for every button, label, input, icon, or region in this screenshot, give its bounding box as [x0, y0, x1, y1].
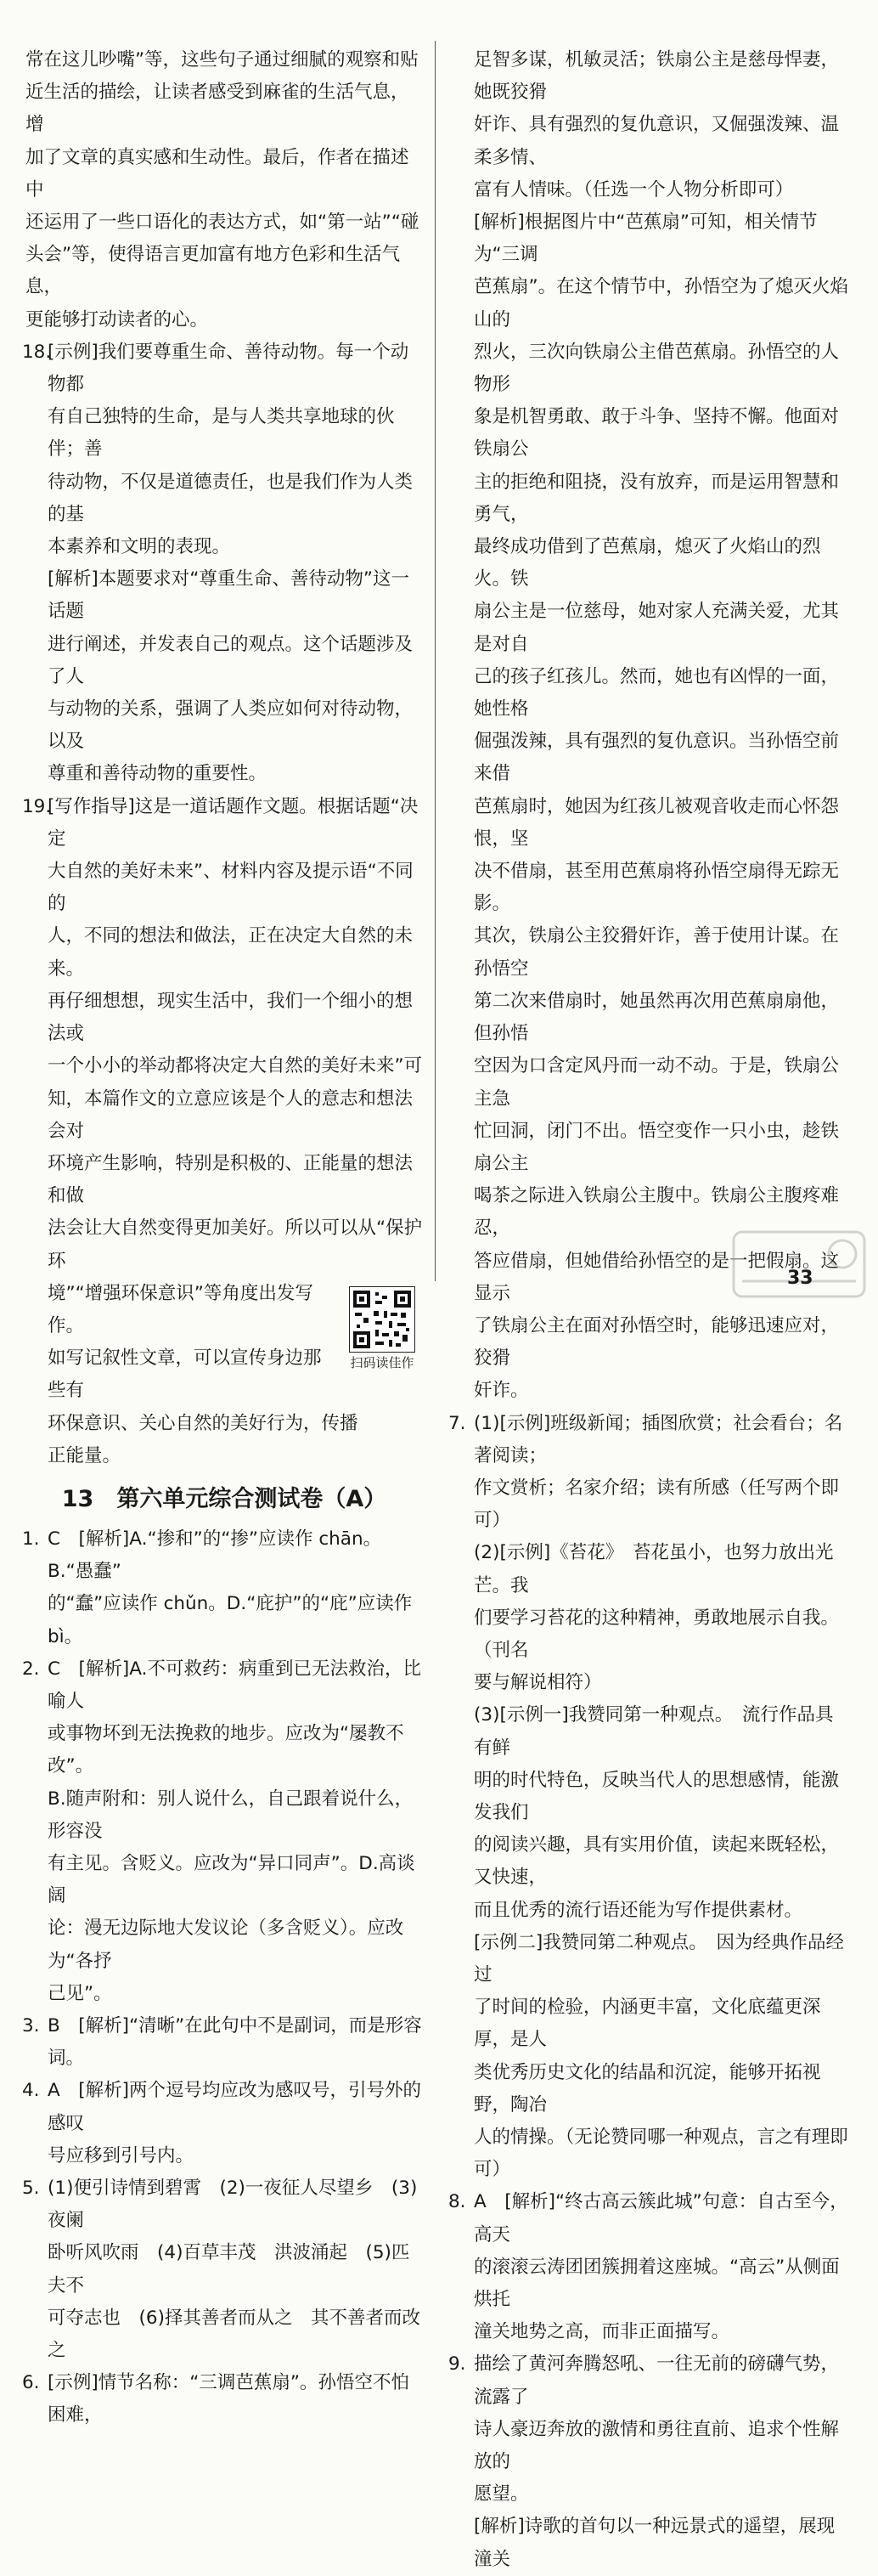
- text-line: 的阅读兴趣，具有实用价值，读起来既轻松，又快速，: [474, 1834, 840, 1889]
- text-line: 人，不同的想法和做法，正在决定大自然的未来。: [48, 925, 414, 980]
- text-line: 了铁扇公主在面对孙悟空时，能够迅速应对，狡猾: [474, 1314, 840, 1370]
- text-line: 的“蠢”应读作 chǔn。D.“庇护”的“庇”应读作 bì。: [48, 1593, 413, 1647]
- text-line: 喝茶之际进入铁扇公主腹中。铁扇公主腹疼难忍，: [474, 1185, 840, 1240]
- text-line: 类优秀历史文化的结晶和沉淀，能够开拓视野，陶冶: [474, 2061, 821, 2116]
- answer-9: [448, 2348, 851, 2575]
- text-line: 或事物坏到无法挽救的地步。应改为“屡教不改”。: [48, 1723, 404, 1777]
- text-line: 诗人豪迈奔放的激情和勇往直前、追求个性解放的: [474, 2418, 840, 2473]
- text-line: 其次，铁扇公主狡猾奸诈，善于使用计谋。在孙悟空: [474, 925, 840, 980]
- text-line: 空因为口含定风丹而一动不动。于是，铁扇公主急: [474, 1055, 840, 1110]
- right-column: [448, 44, 851, 2576]
- text-line: (1)便引诗情到碧霄 (2)一夜征人尽望乡 (3)夜阑: [48, 2178, 418, 2232]
- question-number: 8.: [448, 2191, 466, 2213]
- text-line: 象是机智勇敢、敢于斗争、坚持不懈。他面对铁扇公: [474, 406, 840, 460]
- text-line: 常在这儿吵嘴”等，这些句子通过细腻的观察和贴: [25, 49, 419, 71]
- text-line: 明的时代特色，反映当代人的思想感情，能激发我们: [474, 1769, 840, 1823]
- answer-6-continuation: [452, 44, 851, 1408]
- text-line: 尊重和善待动物的重要性。: [48, 763, 267, 785]
- text-line: B [解析]“清晰”在此句中不是副词，而是形容词。: [48, 2014, 422, 2070]
- text-line: 芭蕉扇时，她因为红孩儿被观音收走而心怀怨恨，坚: [474, 795, 840, 850]
- text-line: 的滚滚云涛团团簇拥着这座城。“高云”从侧面烘托: [474, 2256, 840, 2311]
- text-line: 人的情操。（无论赞同哪一种观点，言之有理即可）: [474, 2127, 848, 2181]
- text-line: 奸诈、具有强烈的复仇意识，又倔强泼辣、温柔多情、: [474, 114, 840, 168]
- text-line: 环境产生影响，特别是积极的、正能量的想法和做: [48, 1152, 414, 1207]
- question-number: 4.: [22, 2080, 40, 2102]
- text-line: 更能够打动读者的心。: [25, 308, 209, 330]
- text-line: 愿望。: [474, 2483, 529, 2505]
- text-line: 答应借扇，但她借给孙悟空的是一把假扇。这显示: [474, 1250, 840, 1304]
- text-line: (1)[示例]班级新闻；插图欣赏；社会看台；名著阅读；: [474, 1412, 843, 1466]
- question-number: 9.: [448, 2353, 466, 2375]
- text-line: 正能量。: [48, 1444, 121, 1466]
- text-line: A [解析]两个逗号均应改为感叹号，引号外的感叹: [48, 2080, 421, 2134]
- q17-continuation: [25, 44, 423, 336]
- question-number: 1.: [22, 1528, 40, 1550]
- text-line: [示例]我们要尊重生命、善待动物。每一个动物都: [48, 341, 409, 396]
- text-line: 如写记叙性文章，可以宣传身边那些有: [48, 1347, 322, 1402]
- text-line: 足智多谋，机敏灵活；铁扇公主是慈母悍妻，她既狡猾: [474, 49, 840, 104]
- text-line: 决不借扇，甚至用芭蕉扇将孙悟空扇得无踪无影。: [474, 861, 840, 915]
- text-line: 论：漫无边际地大发议论（多含贬义）。应改为“各抒: [48, 1918, 404, 1972]
- text-line: C [解析]A.“掺和”的“掺”应读作 chān。B.“愚蠢”: [48, 1528, 382, 1583]
- text-line: 还运用了一些口语化的表达方式，如“第一站”“碰: [25, 212, 419, 234]
- question-number: 2.: [22, 1658, 40, 1680]
- answer-8: [448, 2186, 851, 2348]
- text-line: 卧听风吹雨 (4)百草丰茂 洪波涌起 (5)匹夫不: [48, 2242, 410, 2296]
- qr-code-icon[interactable]: [349, 1286, 415, 1353]
- answer-7: [448, 1408, 851, 2187]
- text-line: 己见”。: [48, 1982, 112, 2004]
- section-title: 13 第六单元综合测试卷（A）: [61, 1485, 387, 1512]
- question-number: 7.: [448, 1412, 466, 1434]
- text-line: [解析]根据图片中“芭蕉扇”可知，相关情节为“三调: [474, 212, 818, 266]
- answer-3: [22, 2010, 423, 2075]
- answer-6: [22, 2367, 423, 2432]
- text-line: 扇公主是一位慈母，她对家人充满关爱，尤其是对自: [474, 601, 840, 655]
- text-line: 环保意识、关心自然的美好行为，传播: [48, 1412, 358, 1434]
- text-line: 可夺志也 (6)择其善者而从之 其不善者而改之: [48, 2307, 420, 2362]
- question-number: 6.: [22, 2372, 40, 2394]
- text-line: 忙回洞，闭门不出。悟空变作一只小虫，趁铁扇公主: [474, 1120, 840, 1174]
- question-number: 18.: [22, 341, 52, 363]
- text-line: 倔强泼辣，具有强烈的复仇意识。当孙悟空前来借: [474, 731, 840, 785]
- text-line: 法会让大自然变得更加美好。所以可以从“保护环: [48, 1217, 423, 1272]
- text-line: C [解析]A.不可救药：病重到已无法救治，比喻人: [48, 1658, 421, 1712]
- text-line: 境”“增强环保意识”等角度出发写作。: [48, 1282, 313, 1336]
- text-line: [写作指导]这是一道话题作文题。根据话题“决定: [48, 795, 419, 850]
- text-line: (2)[示例]《苔花》 苔花虽小，也努力放出光芒。我: [474, 1542, 834, 1596]
- text-line: 第二次来借扇时，她虽然再次用芭蕉扇扇他，但孙悟: [474, 990, 840, 1045]
- text-line: [解析]本题要求对“尊重生命、善待动物”这一话题: [48, 568, 410, 623]
- text-line: B.随声附和：别人说什么，自己跟着说什么，形容没: [48, 1788, 414, 1842]
- text-line: 而且优秀的流行语还能为写作提供素材。: [474, 1899, 803, 1921]
- text-line: 加了文章的真实感和生动性。最后，作者在描述中: [25, 146, 409, 201]
- question-number: 19.: [22, 795, 52, 817]
- question-number: 3.: [22, 2014, 40, 2037]
- text-line: 与动物的关系，强调了人类应如何对待动物，以及: [48, 698, 414, 753]
- question-19: [22, 791, 423, 1472]
- text-line: [示例]情节名称：“三调芭蕉扇”。孙悟空不怕困难，: [48, 2372, 410, 2426]
- text-line: 再仔细想想，现实生活中，我们一个细小的想法或: [48, 990, 414, 1045]
- text-line: [示例二]我赞同第二种观点。 因为经典作品经过: [474, 1931, 845, 1986]
- text-line: 一个小小的举动都将决定大自然的美好未来”可: [48, 1055, 423, 1077]
- text-line: 要与解说相符）: [474, 1672, 602, 1694]
- text-line: 主的拒绝和阻挠，没有放弃，而是运用智慧和勇气，: [474, 471, 840, 525]
- question-18: [22, 336, 423, 791]
- answer-5: [22, 2172, 423, 2367]
- text-line: [解析]诗歌的首句以一种远景式的遥望，展现潼关: [474, 2516, 836, 2570]
- text-line: 大自然的美好未来”、材料内容及提示语“不同的: [48, 861, 414, 915]
- text-line: 知，本篇作文的立意应该是个人的意志和想法会对: [48, 1087, 414, 1142]
- text-line: 富有人情味。（任选一个人物分析即可）: [474, 178, 794, 201]
- text-line: 待动物，不仅是道德责任，也是我们作为人类的基: [48, 471, 414, 525]
- text-line: 描绘了黄河奔腾怒吼、一往无前的磅礴气势，流露了: [474, 2353, 840, 2408]
- text-line: 有自己独特的生命，是与人类共享地球的伙伴；善: [48, 406, 395, 460]
- text-line: 芭蕉扇”。在这个情节中，孙悟空为了熄灭火焰山的: [474, 276, 849, 330]
- text-line: 有主见。含贬义。应改为“异口同声”。D.高谈阔: [48, 1852, 415, 1907]
- text-line: 潼关地势之高，而非正面描写。: [474, 2321, 730, 2343]
- text-line: 本素养和文明的表现。: [48, 536, 231, 558]
- text-line: 了时间的检验，内涵更丰富，文化底蕴更深厚，是人: [474, 1997, 821, 2051]
- text-line: 烈火，三次向铁扇公主借芭蕉扇。孙悟空的人物形: [474, 341, 840, 396]
- question-number: 5.: [22, 2178, 40, 2199]
- text-line: 近生活的描绘，让读者感受到麻雀的生活气息，增: [25, 82, 409, 136]
- answer-2: [22, 1653, 423, 2010]
- text-line: 进行阐述，并发表自己的观点。这个话题涉及了人: [48, 633, 414, 687]
- text-line: 最终成功借到了芭蕉扇，熄灭了火焰山的烈火。铁: [474, 536, 821, 590]
- page-number: 33: [787, 1268, 813, 1289]
- text-line: 奸诈。: [474, 1380, 529, 1402]
- answer-1: [22, 1523, 423, 1653]
- qr-caption: 扫码读佳作: [350, 1354, 414, 1370]
- text-line: 号应移到引号内。: [48, 2144, 194, 2166]
- qr-code-block[interactable]: [341, 1286, 423, 1371]
- text-line: 头会”等，使得语言更加富有地方色彩和生活气息，: [25, 244, 401, 298]
- text-line: 们要学习苔花的这种精神，勇敢地展示自我。（刊名: [474, 1607, 840, 1661]
- answer-4: [22, 2075, 423, 2172]
- left-column: [22, 44, 423, 2432]
- text-line: 作文赏析；名家介绍；读有所感（任写两个即可）: [474, 1477, 840, 1532]
- column-divider: [435, 41, 436, 1281]
- text-line: 己的孩子红孩儿。然而，她也有凶悍的一面，她性格: [474, 665, 840, 720]
- text-line: (3)[示例一]我赞同第一种观点。 流行作品具有鲜: [474, 1704, 834, 1759]
- text-line: A [解析]“终古高云簇此城”句意：自古至今，高天: [474, 2191, 848, 2246]
